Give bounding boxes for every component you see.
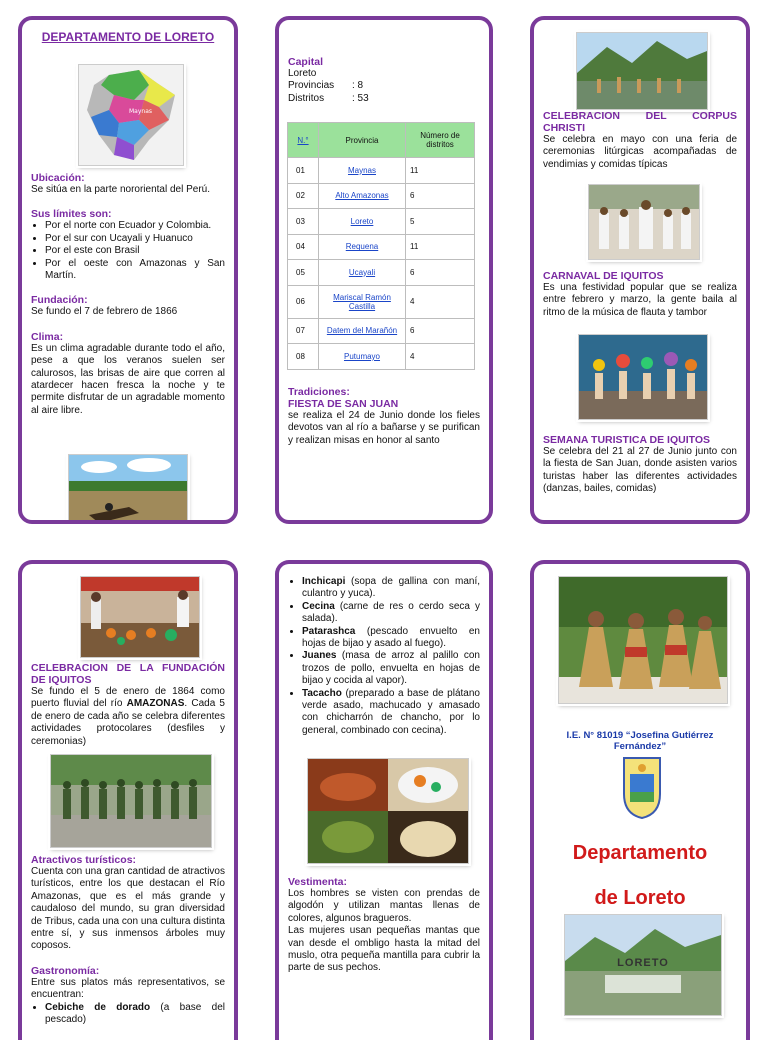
list-item: • Por el norte con Ecuador y Colombia. <box>45 220 225 232</box>
provincias-row <box>288 80 480 92</box>
fundacion-text: Se fundo el 7 de febrero de 1866 <box>31 306 178 318</box>
loreto-landscape-photo <box>564 914 722 1016</box>
list-item: • Por el sur con Ucayali y Huanuco <box>45 233 225 245</box>
table-row <box>288 285 475 318</box>
limites-heading: Sus límites son: <box>31 208 112 221</box>
province-link[interactable]: Putumayo <box>319 344 406 370</box>
fundacion-heading: Fundación: <box>31 294 88 307</box>
provincias-value: : 8 <box>352 80 364 92</box>
table-row <box>288 234 475 260</box>
school-name: I.E. N° 81019 “Josefina Gutiérrez Fernández” <box>566 729 714 752</box>
provincias-table <box>287 122 475 370</box>
table-row <box>288 318 475 344</box>
dish-name: Patarashca <box>302 625 356 637</box>
list-item: • Por el oeste con Amazonas y San Martín. <box>45 258 225 283</box>
panel-gastronomia <box>275 560 493 1040</box>
table-cell: 04 <box>288 234 319 260</box>
corpus-heading: CELEBRACION DEL CORPUS CHRISTI <box>543 110 737 134</box>
fiesta-heading: FIESTA DE SAN JUAN <box>288 398 399 410</box>
vestimenta-text-2: Las mujeres usan pequeñas mantas que van desde el ombligo hasta la mitad del muslo, otra pequeña mantilla para cubrir la parte de sus pechos. <box>288 925 480 974</box>
distritos-value: : 53 <box>352 92 369 104</box>
table-cell: 11 <box>406 158 475 184</box>
table-cell: 11 <box>406 234 475 260</box>
distritos-row <box>288 93 480 105</box>
table-cell: 01 <box>288 158 319 184</box>
table-row <box>288 183 475 209</box>
amazonas-bold: AMAZONAS <box>126 698 185 710</box>
vestimenta-text-1: Los hombres se visten con prendas de algodón y utilizan mantas llenas de colores, algunos bragueros. <box>288 888 480 924</box>
list-item <box>302 601 480 626</box>
panel-fundacion-iquitos <box>18 560 238 1040</box>
photo-caption: LORETO <box>617 957 669 969</box>
table-cell: 6 <box>406 260 475 286</box>
province-link[interactable]: Loreto <box>319 209 406 235</box>
cover-title-line-2: de Loreto <box>594 887 686 909</box>
dish-name: Cecina <box>302 600 335 612</box>
table-header: Número de distritos <box>406 123 475 158</box>
table-row <box>288 260 475 286</box>
fiesta-text: se realiza el 24 de Junio donde los fieles devotos van al río a bañarse y se purifican y realizan misas en honor al santo <box>288 410 480 446</box>
table-cell: 5 <box>406 209 475 235</box>
ubicacion-heading: Ubicación: <box>31 172 85 184</box>
fundacion-iquitos-text <box>31 686 225 748</box>
gastronomia-heading: Gastronomía: <box>31 964 100 977</box>
capital-heading: Capital <box>288 56 324 68</box>
page-title: DEPARTAMENTO DE LORETO <box>41 30 215 44</box>
table-row <box>288 158 475 184</box>
table-cell: 03 <box>288 209 319 235</box>
table-cell: 06 <box>288 285 319 318</box>
gastronomia-list <box>31 1002 225 1027</box>
carnaval-heading: CARNAVAL DE IQUITOS <box>543 270 664 282</box>
ubicacion-text: Se sitúa en la parte nororiental del Perú. <box>31 184 210 195</box>
atractivos-heading: Atractivos turísticos: <box>31 854 137 866</box>
corpus-photo <box>576 32 708 110</box>
market-photo <box>80 576 200 658</box>
table-cell: 4 <box>406 285 475 318</box>
panel-capital <box>275 16 493 524</box>
clima-heading: Clima: <box>31 330 64 343</box>
list-item: • Por el este con Brasil <box>45 245 225 257</box>
platos-list <box>288 576 480 737</box>
semana-heading: SEMANA TURISTICA DE IQUITOS <box>543 434 711 446</box>
capital-value: Loreto <box>288 68 317 79</box>
semana-text: Se celebra del 21 al 27 de Junio junto con la fiesta de San Juan, donde asisten varios turistas haber las diferentes actividades (danzas, bailes, comidas) <box>543 446 737 495</box>
school-crest-icon <box>620 754 664 820</box>
carnaval-text: Es una festividad popular que se realiza entre febrero y marzo, la gente baila al ritmo de la música de flauta y tambor <box>543 282 737 318</box>
list-item <box>45 1002 225 1027</box>
table-row <box>288 344 475 370</box>
map-label: Maynas <box>129 108 153 115</box>
dancers-photo <box>558 576 728 704</box>
clima-text: Es un clima agradable durante todo el año, pese a que los veranos suelen ser calurosos, las brisas de aire que corren al atardecer hacen fresca la noche y te permite disfrutar de un agradable momento al aire libre. <box>31 342 225 416</box>
gastronomia-text: Entre sus platos más representativos, se encuentran: <box>31 976 225 1001</box>
fundacion-text-part: . Cada 5 de enero de cada año se celebra diferentes actividades protocolares (desfiles y ceremonias) <box>31 698 225 747</box>
dish-name: Juanes <box>302 650 337 662</box>
provincias-label: Provincias <box>288 80 335 92</box>
table-cell: 4 <box>406 344 475 370</box>
province-link[interactable]: Requena <box>319 234 406 260</box>
dish-desc: (a base del pescado) <box>45 1001 225 1026</box>
table-cell: 02 <box>288 183 319 209</box>
provincias-table-wrap <box>287 122 475 370</box>
dish-name: Tacacho <box>302 687 342 699</box>
list-item <box>302 688 480 738</box>
province-link[interactable]: Alto Amazonas <box>319 183 406 209</box>
table-cell: 05 <box>288 260 319 286</box>
corpus-procession-photo <box>588 184 700 260</box>
atractivos-text: Cuenta con una gran cantidad de atractivos turísticos, entre los que destacan el Río Amazonas, que es el más grande y caudaloso del mundo, su gran diversidad de Tribus, cada una con una cultura distinta entre sí, y sus inmensos árboles muy coposos. <box>31 866 225 952</box>
table-cell: 6 <box>406 183 475 209</box>
cover-title-line-1: Departamento <box>572 842 708 864</box>
panel-portada <box>530 560 750 1040</box>
distritos-label: Distritos <box>288 92 325 104</box>
dish-desc: (masa de arroz al palillo con trozos de pollo, envuelta en hojas de bijao y cocida al vapor). <box>302 650 480 687</box>
list-item <box>302 576 480 601</box>
table-header-row <box>288 123 475 158</box>
table-cell: 08 <box>288 344 319 370</box>
fundacion-text-part: Se fundo el 5 de enero de 1864 como puerto fluvial del río <box>31 686 225 710</box>
dish-desc: (pescado envuelto en hojas de bijao y asado al fuego). <box>302 625 480 650</box>
province-link[interactable]: Maynas <box>319 158 406 184</box>
panel-celebraciones <box>530 16 750 524</box>
dish-name: Cebiche de dorado <box>45 1001 151 1013</box>
dish-desc: (sopa de gallina con maní, culantro y yuca). <box>302 576 480 600</box>
province-link[interactable]: Mariscal Ramón Castilla <box>319 285 406 318</box>
table-cell: 6 <box>406 318 475 344</box>
dish-desc: (preparado a base de plátano verde asado, machucado y amasado con chicharrón de chancho, por lo general, combinado con cecina). <box>302 687 480 736</box>
dish-desc: (carne de res o cerdo seca y salada). <box>302 600 480 625</box>
map-image <box>78 64 184 166</box>
province-link[interactable]: Datem del Marañón <box>319 318 406 344</box>
corpus-text: Se celebra en mayo con una feria de ceremonias litúrgicas acompañadas de vendimias y comidas típicas <box>543 134 737 170</box>
panel-ubicacion <box>18 16 238 524</box>
table-row <box>288 209 475 235</box>
list-item <box>302 650 480 687</box>
fundacion-iquitos-heading: CELEBRACION DE LA FUNDACIÓN DE IQUITOS <box>31 662 225 686</box>
dish-name: Inchicapi <box>302 576 346 587</box>
limites-list <box>31 220 225 282</box>
vestimenta-heading: Vestimenta: <box>288 876 347 888</box>
table-header: Provincia <box>319 123 406 158</box>
table-header: N.° <box>288 123 319 158</box>
province-link[interactable]: Ucayali <box>319 260 406 286</box>
tradiciones-heading: Tradiciones: <box>288 386 350 398</box>
list-item <box>302 626 480 651</box>
food-collage-photo <box>307 758 469 864</box>
table-cell: 07 <box>288 318 319 344</box>
parade-photo <box>50 754 212 848</box>
river-photo <box>68 454 188 524</box>
carnaval-photo <box>578 334 708 420</box>
